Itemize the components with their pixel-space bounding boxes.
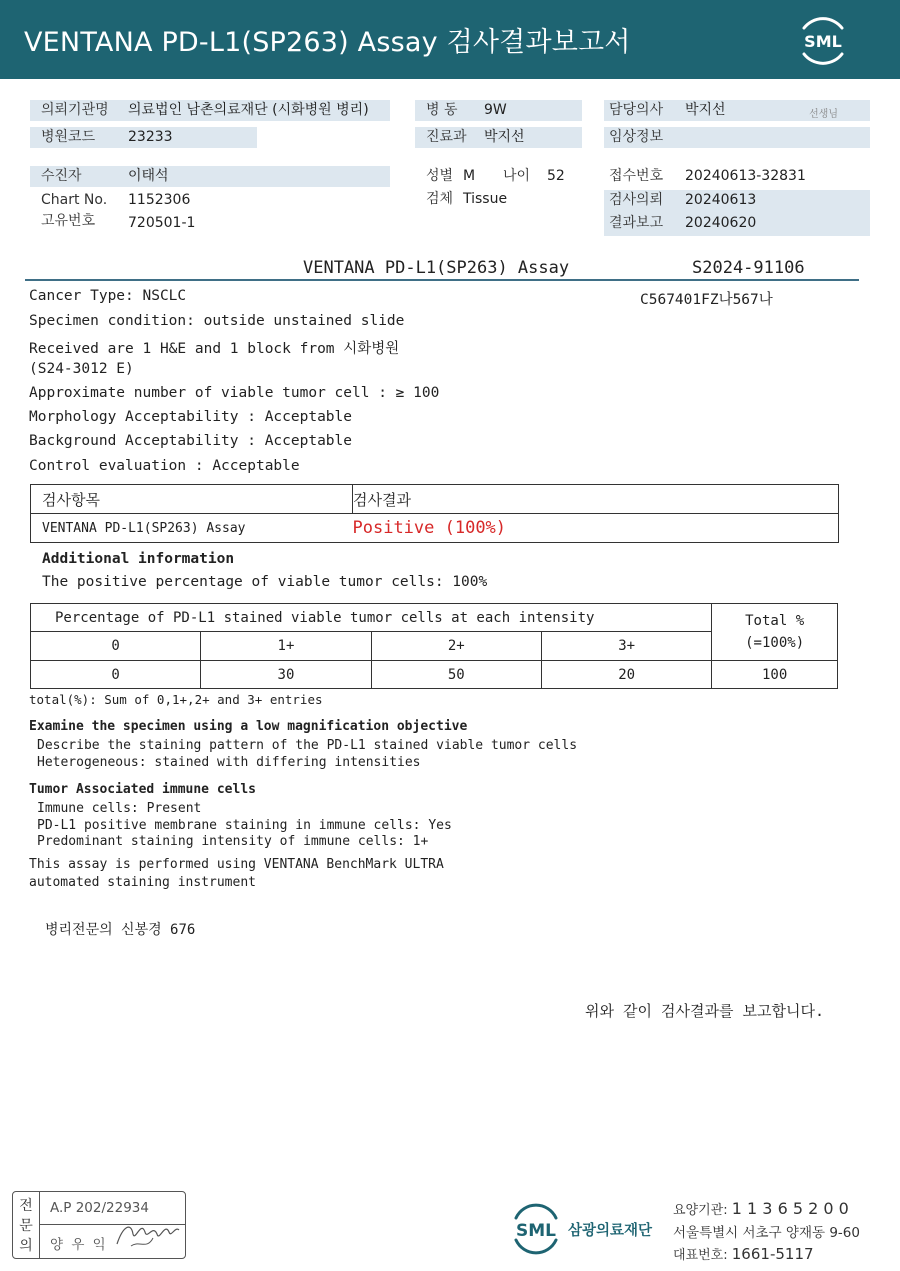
specimen-value: Tissue xyxy=(463,191,508,207)
age-value: 52 xyxy=(547,168,565,184)
doctor-suffix: 선생님 xyxy=(809,109,838,120)
intensity-header-2: 2+ xyxy=(371,632,541,661)
dept-value: 박지선 xyxy=(484,129,525,145)
sex-value: M xyxy=(463,168,476,184)
specialist-stamp-box xyxy=(12,1191,186,1259)
patient-label: 수진자 xyxy=(41,168,82,184)
additional-title: Additional information xyxy=(42,551,235,567)
patient-row xyxy=(30,166,390,187)
sml-footer-logo-text: SML xyxy=(516,1221,556,1241)
request-label: 검사의뢰 xyxy=(609,192,664,208)
examine-line-2: Heterogeneous: stained with differing intensities xyxy=(37,755,421,770)
report-date-value: 20240620 xyxy=(685,215,757,231)
assay-note-line-2: automated staining instrument xyxy=(29,875,256,890)
ward-value: 9W xyxy=(484,102,507,118)
pathologist-signature-line: 병리전문의 신봉경 676 xyxy=(45,922,196,938)
org-name: 삼광의료재단 xyxy=(568,1223,653,1239)
institution-value: 의료법인 남촌의료재단 (시화병원 병리) xyxy=(128,102,369,118)
unique-value: 720501-1 xyxy=(128,215,196,231)
slide-id-line: (S24-3012 E) xyxy=(29,361,134,377)
patient-value: 이태석 xyxy=(128,168,169,184)
intensity-table-title: Percentage of PD-L1 stained viable tumor cells at each intensity xyxy=(31,604,712,632)
ward-label: 병 동 xyxy=(426,102,458,118)
assay-title: VENTANA PD-L1(SP263) Assay xyxy=(303,258,570,278)
result-item: VENTANA PD-L1(SP263) Assay xyxy=(31,514,353,543)
result-positive: Positive (100%) xyxy=(353,514,839,543)
control-line: Control evaluation : Acceptable xyxy=(29,458,300,474)
assay-note-line-1: This assay is performed using VENTANA BenchMark ULTRA xyxy=(29,857,444,872)
total-header xyxy=(712,604,838,661)
total-note: total(%): Sum of 0,1+,2+ and 3+ entries xyxy=(29,692,323,707)
request-value: 20240613 xyxy=(685,192,757,208)
report-title: VENTANA PD-L1(SP263) Assay 검사결과보고서 xyxy=(24,27,631,58)
ap-number: A.P 202/22934 xyxy=(50,1200,149,1216)
intensity-header-0: 0 xyxy=(31,632,201,661)
signature-icon xyxy=(113,1216,183,1252)
unique-label: 고유번호 xyxy=(41,213,96,229)
morphology-line: Morphology Acceptability : Acceptable xyxy=(29,409,353,425)
report-date-label: 결과보고 xyxy=(609,215,664,231)
examine-title: Examine the specimen using a low magnification objective xyxy=(29,719,468,734)
intensity-header-1: 1+ xyxy=(201,632,371,661)
institution-code-value: 1 1 3 6 5 2 0 0 xyxy=(731,1199,849,1218)
intensity-total: 100 xyxy=(712,661,838,689)
phone-value: 1661-5117 xyxy=(731,1245,814,1263)
examine-line-1: Describe the staining pattern of the PD-L1 stained viable tumor cells xyxy=(37,738,578,753)
immune-line-1: Immune cells: Present xyxy=(37,801,202,816)
result-table xyxy=(30,484,839,543)
total-header-line1: Total % xyxy=(745,613,805,629)
hospital-code-label: 병원코드 xyxy=(41,129,96,145)
immune-title: Tumor Associated immune cells xyxy=(29,782,256,797)
specimen-label: 검체 xyxy=(426,191,454,207)
specimen-condition-line: Specimen condition: outside unstained slide xyxy=(29,313,405,329)
closing-statement: 위와 같이 검사결과를 보고합니다. xyxy=(585,1002,824,1020)
dept-label: 진료과 xyxy=(426,129,467,145)
institution-label: 의뢰기관명 xyxy=(41,102,109,118)
stamp-side-label xyxy=(13,1196,39,1256)
intensity-header-3: 3+ xyxy=(541,632,711,661)
stamp-side-char-2: 문 xyxy=(19,1218,33,1234)
phone-label: 대표번호: xyxy=(673,1248,728,1263)
hospital-code-value: 23233 xyxy=(128,129,173,145)
immune-line-2: PD-L1 positive membrane staining in immune cells: Yes xyxy=(37,818,452,833)
background-line: Background Acceptability : Acceptable xyxy=(29,433,353,449)
intensity-value-1: 30 xyxy=(201,661,371,689)
viable-cells-line: Approximate number of viable tumor cell : ≥ 100 xyxy=(29,385,440,401)
sml-logo-text: SML xyxy=(804,32,842,51)
doctor-value: 박지선 xyxy=(685,102,726,118)
age-label: 나이 xyxy=(503,168,531,184)
additional-text: The positive percentage of viable tumor cells: 100% xyxy=(42,574,488,590)
result-item-header: 검사항목 xyxy=(31,485,353,514)
phone-line xyxy=(673,1244,814,1263)
sex-label: 성별 xyxy=(426,168,454,184)
specialist-name: 양 우 익 xyxy=(50,1237,108,1253)
sml-footer-logo-icon xyxy=(508,1200,564,1256)
stamp-side-char-1: 전 xyxy=(19,1198,33,1214)
receipt-label: 접수번호 xyxy=(609,168,664,184)
intensity-value-2: 50 xyxy=(371,661,541,689)
title-underline xyxy=(25,279,859,281)
cancer-type-line: Cancer Type: NSCLC xyxy=(29,288,187,304)
clinical-label: 임상정보 xyxy=(609,129,664,145)
intensity-value-3: 20 xyxy=(541,661,711,689)
address: 서울특별시 서초구 양재동 9-60 xyxy=(673,1225,860,1241)
result-value-header: 검사결과 xyxy=(353,485,839,514)
specimen-code: C567401FZ나567나 xyxy=(640,292,773,308)
receipt-value: 20240613-32831 xyxy=(685,168,806,184)
institution-code-label: 요양기관: xyxy=(673,1203,728,1218)
received-line: Received are 1 H&E and 1 block from 시화병원 xyxy=(29,341,400,357)
intensity-table xyxy=(30,603,838,689)
sml-logo-icon xyxy=(792,12,854,66)
total-header-line2: (=100%) xyxy=(745,635,805,651)
intensity-value-0: 0 xyxy=(31,661,201,689)
chart-label: Chart No. xyxy=(41,192,108,208)
institution-code-line xyxy=(673,1199,849,1218)
immune-line-3: Predominant staining intensity of immune cells: 1+ xyxy=(37,834,429,849)
stamp-side-char-3: 의 xyxy=(19,1238,33,1254)
doctor-label: 담당의사 xyxy=(609,102,664,118)
chart-value: 1152306 xyxy=(128,192,191,208)
case-number: S2024-91106 xyxy=(692,258,805,278)
